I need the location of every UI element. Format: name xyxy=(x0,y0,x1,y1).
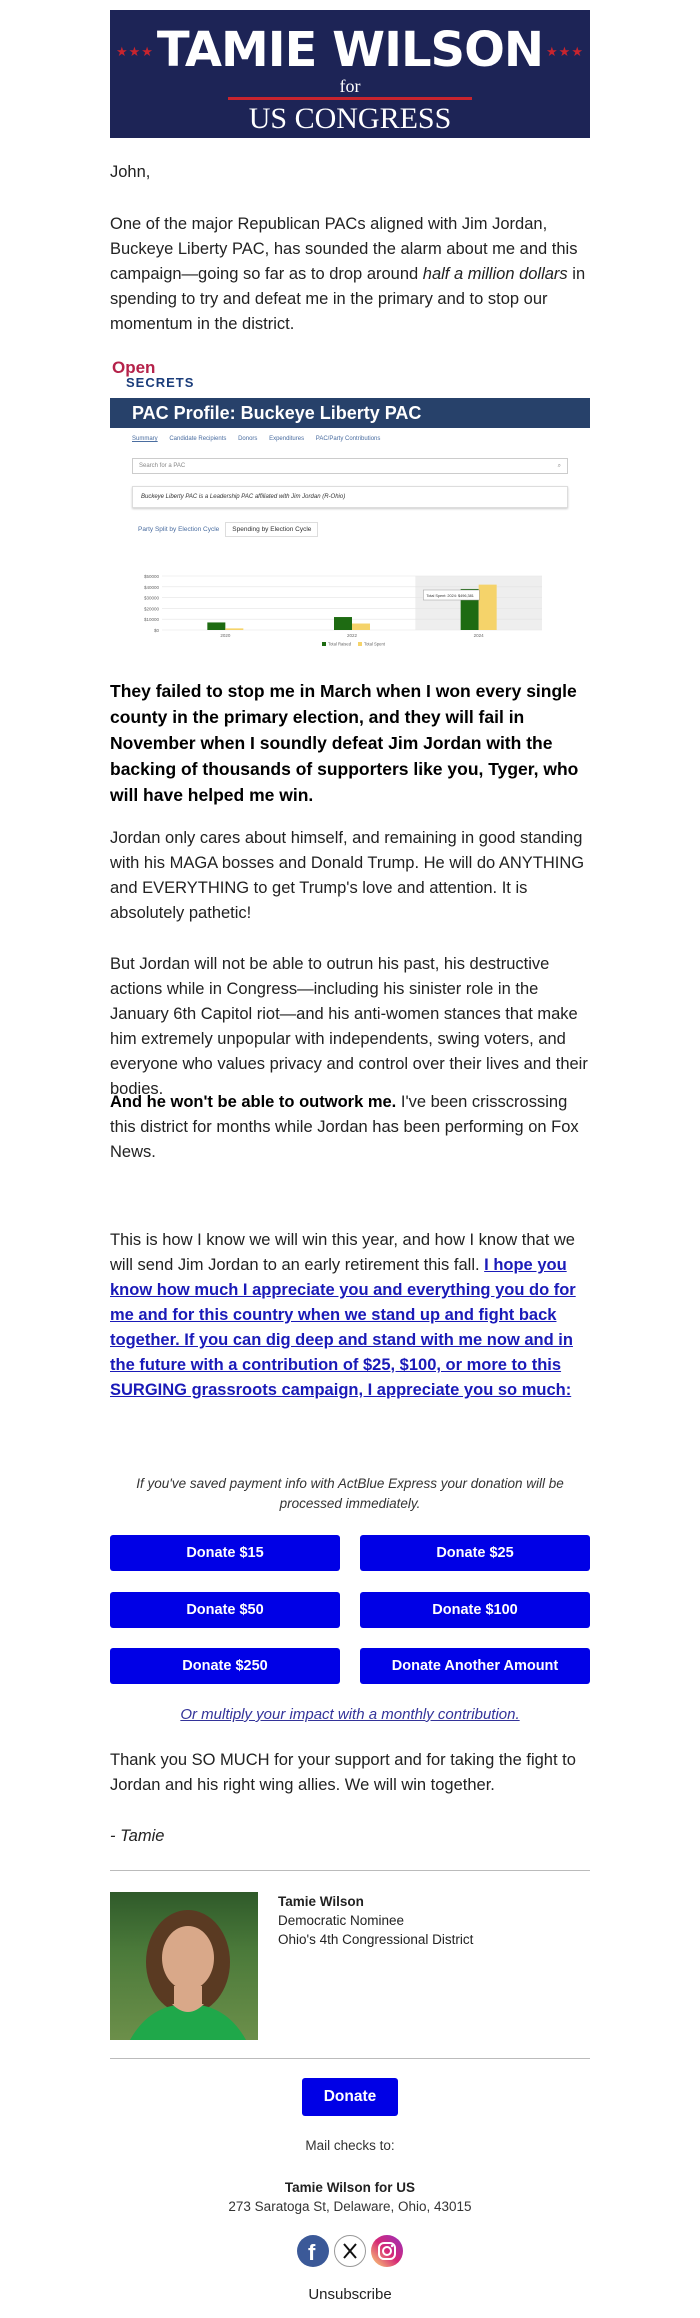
footer-address: 273 Saratoga St, Delaware, Ohio, 43015 xyxy=(228,2199,472,2214)
monthly-contribution-link[interactable]: Or multiply your impact with a monthly contribution. xyxy=(180,1706,520,1723)
pac-info: Buckeye Liberty PAC is a Leadership PAC affiliated with Jim Jordan (R-Ohio) xyxy=(132,486,568,508)
appeal-link[interactable]: I hope you know how much I appreciate you and everything you do for me and for this country when we stand up and fight back together. If you can dig deep and stand with me now and in the future with a contribution of $25, $100, or more to this SURGING grassroots campaign, I appreciate you so much: xyxy=(110,1256,576,1399)
y-tick-label: $40000 xyxy=(143,584,159,590)
spending-chart xyxy=(132,572,572,648)
paragraph-1: One of the major Republican PACs aligned with Jim Jordan, Buckeye Liberty PAC, has sounded the alarm about me and this campaign—going so far as to drop around half a million dollars in spending to try and defeat me in the primary and to stop our momentum in the district. xyxy=(110,215,586,333)
pac-search: Search for a PAC ⌕ xyxy=(132,458,568,474)
stars-left: ★★★ xyxy=(116,44,154,59)
facebook-icon[interactable] xyxy=(297,2235,329,2267)
pac-profile-image xyxy=(110,398,590,648)
bar-total-spent-2022 xyxy=(352,624,370,630)
donate-15-button[interactable]: Donate $15 xyxy=(110,1535,340,1571)
banner-congress: US CONGRESS xyxy=(248,102,452,135)
y-tick-label: $30000 xyxy=(143,595,159,601)
paragraph-4: But Jordan will not be able to outrun his past, his destructive actions while in Congress—including his sinister role in the January 6th Capitol riot—and his anti-women stances that make him extremely unpopular with independents, swing voters, and everyone who values privacy and control over their lives and their bodies. xyxy=(110,955,588,1098)
unsubscribe-link[interactable]: Unsubscribe xyxy=(308,2286,392,2303)
legend-label: Total Raised xyxy=(328,641,352,647)
donate-50-button[interactable]: Donate $50 xyxy=(110,1592,340,1628)
bar-total-raised-2022 xyxy=(334,617,352,630)
signoff: - Tamie xyxy=(110,1827,165,1845)
y-tick-label: $10000 xyxy=(143,617,159,623)
x-tick-label: 2020 xyxy=(220,633,231,638)
search-icon: ⌕ xyxy=(557,463,561,469)
pac-profile-title: PAC Profile: Buckeye Liberty PAC xyxy=(110,398,590,428)
paragraph-2: They failed to stop me in March when I won every single county in the primary election, and they will fail in November when I soundly defeat Jim Jordan with the backing of thousands of supporters like you, Tyger, who will have helped me win. xyxy=(110,681,579,805)
donate-250-button[interactable]: Donate $250 xyxy=(110,1648,340,1684)
banner-divider xyxy=(228,97,472,100)
candidate-portrait xyxy=(110,1892,258,2040)
thanks-paragraph: Thank you SO MUCH for your support and for taking the fight to Jordan and his right wing allies. We will win together. xyxy=(110,1751,576,1794)
chart-tooltip: Total Spent: 2024: $496,381 xyxy=(426,594,474,598)
divider-2 xyxy=(110,2058,590,2059)
paragraph-5: And he won't be able to outwork me. I've been crisscrossing this district for months while Jordan has been performing on Fox News. xyxy=(110,1093,579,1161)
paragraph-6: This is how I know we will win this year, and how I know that we will send Jim Jordan to an early retirement this fall. I hope you know how much I appreciate you and everything you do for me and for this country when we stand up and fight back together. If you can dig deep and stand with me now and in the future with a contribution of $25, $100, or more to this SURGING grassroots campaign, I appreciate you so much: xyxy=(110,1231,576,1399)
signature-district: Ohio's 4th Congressional District xyxy=(278,1932,474,1947)
pac-subtabs: Party Split by Election Cycle Spending by Election Cycle xyxy=(132,522,590,537)
greeting: John, xyxy=(110,163,151,181)
pac-tabs: Summary Candidate Recipients Donors Expenditures PAC/Party Contributions xyxy=(132,436,381,442)
donate-25-button[interactable]: Donate $25 xyxy=(360,1535,590,1571)
donate-other-button[interactable]: Donate Another Amount xyxy=(360,1648,590,1684)
y-tick-label: $0 xyxy=(153,628,159,633)
divider-1 xyxy=(110,1870,590,1871)
candidate-photo xyxy=(110,1892,258,2040)
footer-donate-button[interactable]: Donate xyxy=(302,2078,398,2116)
x-tick-label: 2022 xyxy=(346,633,358,638)
header-banner xyxy=(110,10,590,138)
y-tick-label: $50000 xyxy=(143,574,159,579)
banner-name: TAMIE WILSON xyxy=(156,22,544,78)
donate-100-button[interactable]: Donate $100 xyxy=(360,1592,590,1628)
signature-block xyxy=(278,1892,473,1949)
signature-name: Tamie Wilson xyxy=(278,1894,364,1909)
footer-org: Tamie Wilson for US xyxy=(284,2180,416,2195)
mail-checks-label: Mail checks to: xyxy=(305,2138,395,2153)
actblue-express-note: If you've saved payment info with ActBlue Express your donation will be processed immediately. xyxy=(136,1476,564,1511)
x-tick-label: 2024 xyxy=(473,633,484,638)
legend-swatch xyxy=(322,642,326,646)
paragraph-3: Jordan only cares about himself, and remaining in good standing with his MAGA bosses and Donald Trump. He will do ANYTHING and EVERYTHING to get Trump's love and attention. It is absolutely pathetic! xyxy=(110,829,585,922)
signature-role: Democratic Nominee xyxy=(278,1913,405,1928)
legend-swatch xyxy=(358,642,362,646)
legend-label: Total Spent xyxy=(364,641,385,647)
svg-text:f: f xyxy=(308,2240,316,2265)
bar-total-spent-2024 xyxy=(479,585,497,630)
x-twitter-icon[interactable] xyxy=(334,2235,366,2267)
banner-for: for xyxy=(339,76,361,96)
y-tick-label: $20000 xyxy=(143,606,159,612)
instagram-icon[interactable] xyxy=(371,2235,403,2267)
bar-total-raised-2020 xyxy=(207,622,225,630)
stars-right: ★★★ xyxy=(546,44,584,59)
opensecrets-logo: Open SECRETS xyxy=(112,358,195,390)
bar-total-spent-2020 xyxy=(225,628,243,630)
